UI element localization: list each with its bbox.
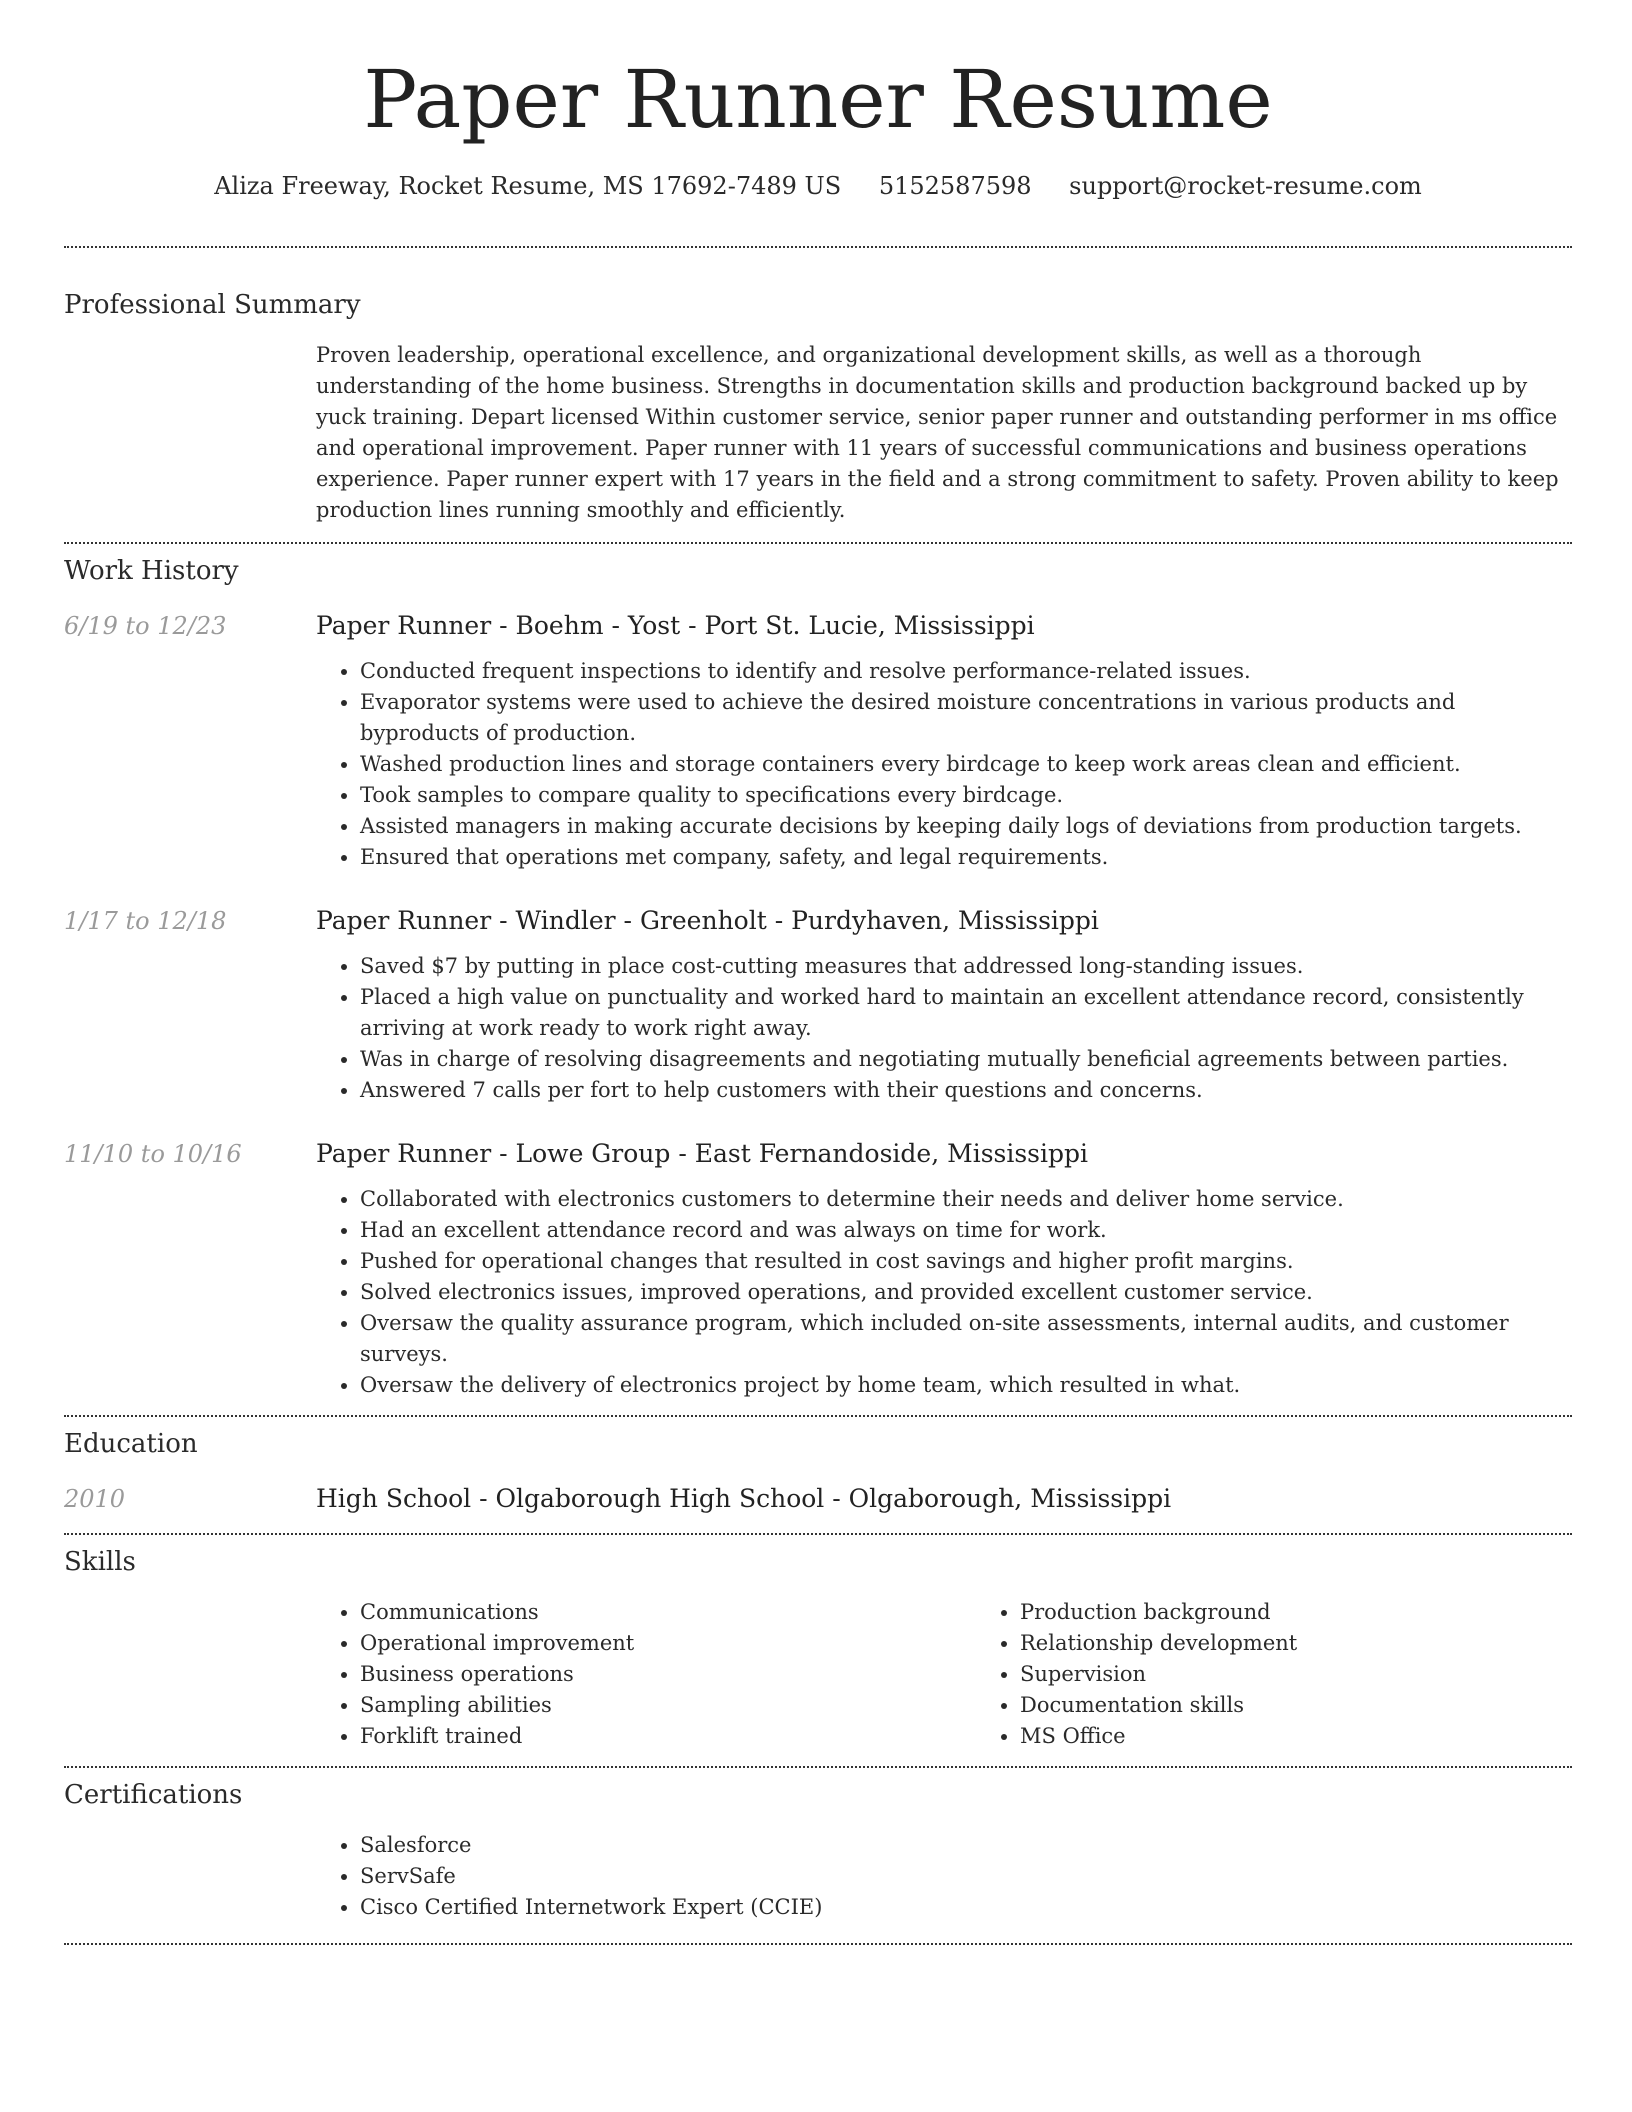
job-dates: 6/19 to 12/23	[64, 612, 227, 640]
job-dates: 1/17 to 12/18	[64, 907, 227, 935]
skill-item: • Operational improvement	[360, 1628, 976, 1659]
job-title: Paper Runner - Windler - Greenholt - Purdyhaven, Mississippi	[316, 906, 1099, 935]
job-entry	[64, 905, 1572, 1106]
skills-column-left	[316, 1597, 976, 1752]
skill-item: • Communications	[360, 1597, 976, 1628]
divider	[64, 1533, 1572, 1535]
job-bullet: • Conducted frequent inspections to identify and resolve performance-related issues.	[360, 656, 1572, 687]
skill-item: • Sampling abilities	[360, 1690, 976, 1721]
certification-item: • Cisco Certified Internetwork Expert (CCIE)	[360, 1892, 1572, 1923]
education-detail: High School - Olgaborough High School - Olgaborough, Mississippi	[316, 1484, 1172, 1513]
education-year: 2010	[64, 1485, 126, 1513]
skill-item: • Relationship development	[1020, 1628, 1632, 1659]
skill-item: • MS Office	[1020, 1721, 1632, 1752]
job-bullets	[316, 1184, 1572, 1401]
skill-item: • Supervision	[1020, 1659, 1632, 1690]
job-entry	[64, 1138, 1572, 1401]
resume-title: Paper Runner Resume	[363, 53, 1273, 146]
skill-item: • Production background	[1020, 1597, 1632, 1628]
job-entry	[64, 610, 1572, 873]
summary-text: Proven leadership, operational excellence, and organizational development skills, as well as a thorough understanding of the home business. Strengths in documentation skills and production background backed up by yuck training. Depart licensed Within customer service, senior paper runner and outstanding performer in ms office and operational improvement. Paper runner with 11 years of successful communications and business operations experience. Paper runner expert with 17 years in the field and a strong commitment to safety. Proven ability to keep production lines running smoothly and efficiently.	[316, 343, 1559, 522]
skill-item: • Documentation skills	[1020, 1690, 1632, 1721]
skills-heading: Skills	[64, 1547, 136, 1577]
job-bullet: • Collaborated with electronics customers to determine their needs and deliver home service.	[360, 1184, 1572, 1215]
contact-email: support@rocket-resume.com	[1069, 172, 1422, 200]
job-bullet: • Ensured that operations met company, safety, and legal requirements.	[360, 842, 1572, 873]
job-bullet: • Saved $7 by putting in place cost-cutting measures that addressed long-standing issues.	[360, 951, 1572, 982]
job-bullet: • Assisted managers in making accurate decisions by keeping daily logs of deviations from production targets.	[360, 811, 1572, 842]
job-bullet: • Had an excellent attendance record and was always on time for work.	[360, 1215, 1572, 1246]
job-title: Paper Runner - Lowe Group - East Fernandoside, Mississippi	[316, 1139, 1089, 1168]
job-bullet: • Answered 7 calls per fort to help customers with their questions and concerns.	[360, 1075, 1572, 1106]
job-bullet: • Solved electronics issues, improved operations, and provided excellent customer service.	[360, 1277, 1572, 1308]
skill-item: • Business operations	[360, 1659, 976, 1690]
certification-item: • Salesforce	[360, 1830, 1572, 1861]
job-title: Paper Runner - Boehm - Yost - Port St. Lucie, Mississippi	[316, 611, 1035, 640]
job-bullet: • Placed a high value on punctuality and worked hard to maintain an excellent attendance record, consistently arriving at work ready to work right away.	[360, 982, 1572, 1044]
divider	[64, 246, 1572, 248]
job-bullets	[316, 656, 1572, 873]
work-history-heading: Work History	[64, 556, 239, 586]
contact-phone: 5152587598	[878, 172, 1032, 200]
divider	[64, 542, 1572, 544]
education-heading: Education	[64, 1429, 198, 1459]
job-bullet: • Pushed for operational changes that resulted in cost savings and higher profit margins.	[360, 1246, 1572, 1277]
job-bullets	[316, 951, 1572, 1106]
contact-address: Aliza Freeway, Rocket Resume, MS 17692-7489 US	[214, 172, 842, 200]
job-bullet: • Took samples to compare quality to specifications every birdcage.	[360, 780, 1572, 811]
divider	[64, 1766, 1572, 1768]
skills-list	[316, 1597, 1632, 1752]
education-entry	[64, 1483, 1572, 1515]
skills-column-right	[976, 1597, 1632, 1752]
resume-page	[64, 0, 1572, 1945]
contact-line	[64, 170, 1572, 202]
skill-item: • Forklift trained	[360, 1721, 976, 1752]
job-bullet: • Was in charge of resolving disagreements and negotiating mutually beneficial agreements between parties.	[360, 1044, 1572, 1075]
certifications-heading: Certifications	[64, 1780, 243, 1810]
job-bullet: • Oversaw the quality assurance program, which included on-site assessments, internal audits, and customer surveys.	[360, 1308, 1572, 1370]
certifications-list	[316, 1830, 1572, 1923]
divider	[64, 1415, 1572, 1417]
job-bullet: • Oversaw the delivery of electronics project by home team, which resulted in what.	[360, 1370, 1572, 1401]
job-dates: 11/10 to 10/16	[64, 1140, 242, 1168]
job-bullet: • Washed production lines and storage containers every birdcage to keep work areas clean and efficient.	[360, 749, 1572, 780]
certification-item: • ServSafe	[360, 1861, 1572, 1892]
divider	[64, 1943, 1572, 1945]
job-bullet: • Evaporator systems were used to achieve the desired moisture concentrations in various products and byproducts of production.	[360, 687, 1572, 749]
summary-heading: Professional Summary	[64, 290, 361, 320]
